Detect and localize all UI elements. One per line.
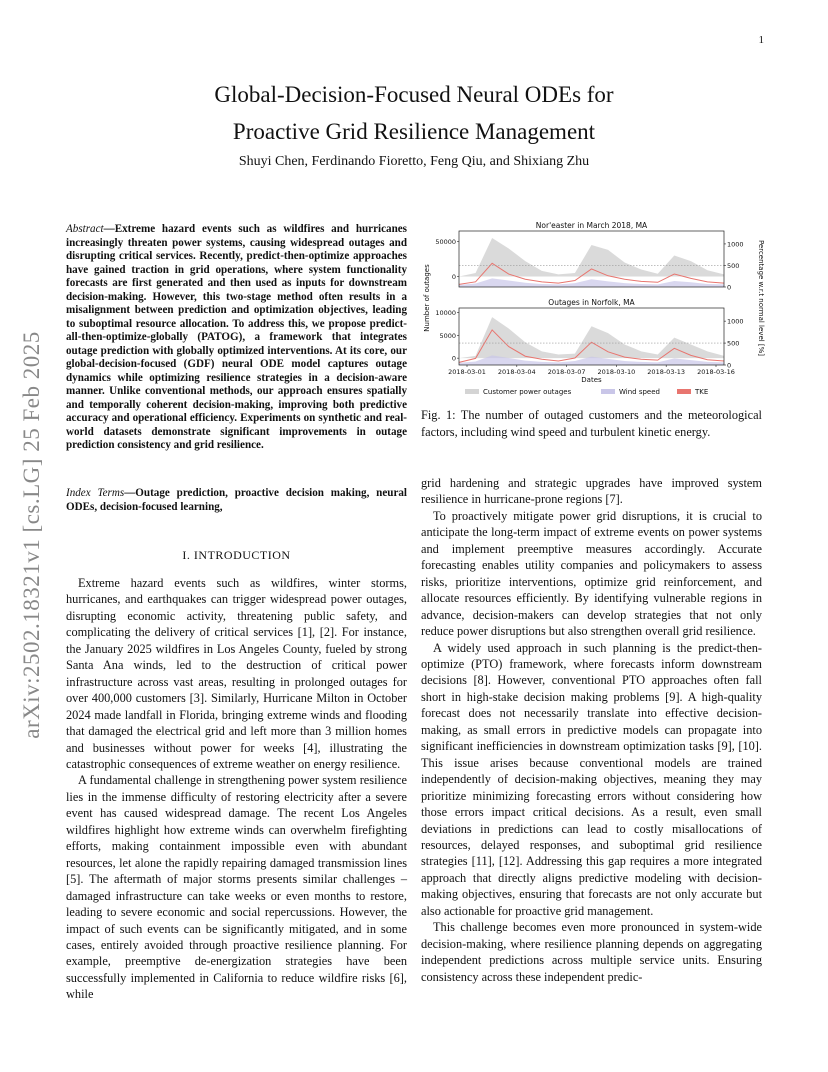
paragraph: To proactively mitigate power grid disruptions, it is crucial to anticipate the long-term impact of extreme events on power systems and implement preemptive measures accordingly. Accurate forecasting enables utility companies and policymakers to assess risks, prioritize interventions, optimize grid reinforcement, and allocate resources efficiently. By identifying vulnerable regions in advance, decision-makers can develop strategies that not only reduce power disruptions but also strengthen overall grid resilience. (421, 508, 762, 639)
y2-tick-label: 1000 (727, 317, 744, 326)
legend-label: Wind speed (619, 388, 660, 396)
index-text: —Outage prediction, proactive decision making, neural ODEs, decision-focused learning, (66, 487, 407, 513)
figure-1 (421, 219, 766, 401)
figure-caption: Fig. 1: The number of outaged customers and the meteorological factors, including wind speed and turbulent kinetic energy. (421, 408, 762, 439)
outages-area (459, 317, 724, 358)
y-tick-label: 5000 (439, 331, 456, 340)
x-tick-label: 2018-03-04 (497, 368, 536, 376)
wind-area (459, 278, 724, 287)
paragraph: A fundamental challenge in strengthening power system resilience lies in the immense difficulty of restoring electricity after a severe event has caused widespread damage. The recent Los Angeles wildfires highlight how extreme winds can overwhelm firefighting efforts, making containment impossible even with abundant resources, let alone the rapidly repairing damaged transmission lines [5]. The aftermath of major storms presents similar challenges – damaged infrastructure can take weeks or even months to restore, leading to severe economic and social repercussions. However, the impact of such events can be significantly mitigated, and in some cases, entirely avoided through proactive resilience planning. For example, preemptive de-energization strategies have been successfully implemented in California to reduce wildfire risks [6], while (66, 773, 407, 1002)
title-line-1: Global-Decision-Focused Neural ODEs for (214, 82, 614, 107)
x-axis-label: Dates (581, 376, 602, 384)
outages-area (459, 238, 724, 277)
y2-tick-label: 1000 (727, 240, 744, 249)
abstract-label: Abstract (66, 223, 104, 235)
x-tick-label: 2018-03-01 (448, 368, 486, 376)
abstract (66, 223, 407, 453)
left-column-body (66, 575, 407, 1003)
panel-title: Outages in Norfolk, MA (548, 298, 635, 307)
y2-tick-label: 500 (727, 339, 740, 348)
arxiv-stamp (14, 300, 50, 770)
paragraph: grid hardening and strategic upgrades have improved system resilience in hurricane-prone regions [7]. (421, 476, 762, 507)
legend-label: Customer power outages (483, 388, 572, 396)
section-heading: I. INTRODUCTION (182, 548, 291, 562)
right-column-body (421, 475, 762, 985)
x-tick-label: 2018-03-16 (697, 368, 735, 376)
index-label: Index Terms (66, 487, 125, 499)
abstract-text: —Extreme hazard events such as wildfires and hurricanes increasingly threaten power systems, causing widespread outages and disrupting critical services. Recently, predict-then-optimize approaches have gained traction in grid operations, where system functionality forecasts are first generated and then used as inputs for downstream decision-making. However, this two-stage method often results in a misalignment between prediction and optimization objectives, leading to suboptimal resource allocation. To address this, we propose predict-all-then-optimize-globally (PATOG), a framework that integrates outage prediction with globally optimized interventions. At its core, our global-decision-focused (GDF) neural ODE model captures outage dynamics while optimizing resilience strategies in a decision-aware manner. Unlike conventional methods, our approach ensures spatially and temporally coherent decision-making, improving both predictive accuracy and operational efficiency. Experiments on synthetic and real-world datasets demonstrate significant improvements in outage prediction consistency and grid resilience. (66, 223, 407, 451)
legend-label: TKE (695, 388, 709, 396)
outage-chart (421, 219, 766, 401)
y2-axis-label: Percentage w.r.t normal level [%] (757, 239, 765, 357)
y2-tick-label: 0 (727, 361, 732, 370)
title-line-2: Proactive Grid Resilience Management (232, 119, 596, 144)
y2-tick-label: 500 (727, 261, 740, 270)
paragraph: A widely used approach in such planning is the predict-then-optimize (PTO) framework, where forecasts inform downstream decisions [8]. However, conventional PTO approaches often fall short in high-stake decision making problems [9]. A high-quality forecast does not necessarily translate into effective decision-making, as small errors in predictive models can propagate into significant inefficiencies in downstream optimization tasks [9], [10]. This issue arises because conventional models are trained independently of decision-making objectives, meaning they may prioritize minimizing forecasting errors without considering how those errors impact critical decisions. As a result, even small deviations in predictions can lead to costly misallocations of resources, delayed responses, and suboptimal grid resilience strategies [11], [12]. Addressing this gap requires a more integrated approach that directly aligns predictive modeling with decision-making objectives, ensuring that forecasts are not only accurate but also actionable for proactive grid management. (421, 640, 762, 918)
authors: Shuyi Chen, Ferdinando Fioretto, Feng Qiu, and Shixiang Zhu (238, 154, 590, 169)
x-tick-label: 2018-03-10 (597, 368, 636, 376)
x-tick-label: 2018-03-07 (547, 368, 586, 376)
arxiv-id: arXiv:2502.18321v1 [cs.LG] 25 Feb 2025 (19, 331, 44, 739)
y-tick-label: 0 (451, 273, 456, 281)
y-tick-label: 10000 (435, 309, 456, 318)
paper-title (0, 76, 828, 150)
y-tick-label: 0 (451, 354, 456, 363)
x-tick-label: 2018-03-13 (647, 368, 686, 376)
index-terms (66, 487, 407, 514)
page-number: 1 (758, 34, 764, 46)
y2-tick-label: 0 (727, 283, 732, 292)
legend-swatch (465, 389, 479, 394)
y-tick-label: 50000 (435, 238, 456, 246)
panel-title: Nor'easter in March 2018, MA (535, 221, 648, 230)
legend-swatch (677, 389, 691, 394)
paragraph: This challenge becomes even more pronounced in system-wide decision-making, where resilience planning depends on aggregating independent predictions across multiple service units. Ensuring consistency across these independent predic- (421, 920, 762, 984)
y-axis-label: Number of outages (423, 264, 431, 332)
paragraph: Extreme hazard events such as wildfires, winter storms, hurricanes, and earthquakes can trigger widespread power outages, disrupting economic activity, threatening public safety, and complicating the delivery of critical services [1], [2]. For instance, the January 2025 wildfires in Los Angeles County, fueled by strong Santa Ana winds, led to the destruction of critical power infrastructure across vast areas, resulting in prolonged outages for over 400,000 customers [3]. Similarly, Hurricane Milton in October 2024 made landfall in Florida, bringing extreme winds and flooding that damaged the electrical grid and left more than 3 million homes and businesses without power for weeks [4], illustrating the catastrophic consequences of extreme weather on energy resilience. (66, 576, 407, 771)
legend-swatch (601, 389, 615, 394)
